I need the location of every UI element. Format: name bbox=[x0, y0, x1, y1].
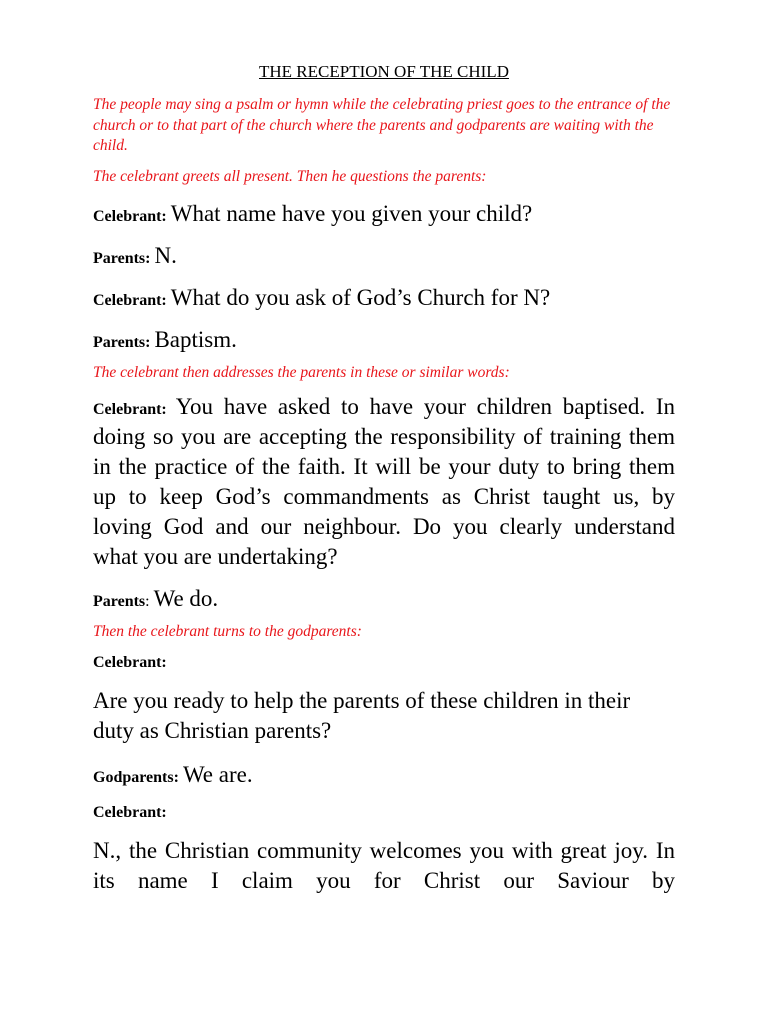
rubric-instruction: The people may sing a psalm or hymn while the celebrating priest goes to the entrance of the church or to that part of the church where the parents and godparents are waiting with the child. bbox=[93, 96, 671, 154]
dialogue-line bbox=[93, 241, 675, 271]
speaker-label: Celebrant: bbox=[93, 292, 167, 309]
dialogue-line bbox=[93, 392, 675, 572]
spoken-text: N., the Christian community welcomes you with great joy. In its name I claim you for Christ our Saviour by bbox=[93, 838, 675, 893]
spoken-text: What do you ask of God’s Church for N? bbox=[170, 285, 551, 310]
dialogue-line bbox=[93, 760, 675, 790]
spoken-text: We do. bbox=[153, 585, 219, 611]
speaker-label: Parents: bbox=[93, 334, 151, 351]
spoken-text: Are you ready to help the parents of these children in their duty as Christian parents? bbox=[93, 688, 631, 743]
spoken-text: N. bbox=[154, 243, 177, 268]
dialogue-line bbox=[93, 199, 675, 229]
spoken-text: Baptism. bbox=[154, 327, 237, 352]
speaker-label: Parents bbox=[93, 592, 146, 610]
spoken-text: You have asked to have your children baptised. In doing so you are accepting the responsibility of training them in the practice of the faith. It will be your duty to bring them up to keep God’s commandments as Christ taught us, by loving God and our neighbour. Do you clearly understand what you are undertaking? bbox=[93, 393, 675, 569]
speaker-label: Celebrant: bbox=[93, 654, 167, 671]
spoken-text: We are. bbox=[182, 762, 253, 787]
rubric-instruction: The celebrant greets all present. Then he questions the parents: bbox=[93, 167, 487, 185]
dialogue-line bbox=[93, 584, 675, 614]
speaker-label: Parents: bbox=[93, 250, 151, 267]
dialogue-line bbox=[93, 325, 675, 355]
speaker-label: Celebrant: bbox=[93, 208, 167, 225]
dialogue-line bbox=[93, 283, 675, 313]
document-page bbox=[93, 58, 675, 908]
page-title: THE RECEPTION OF THE CHILD bbox=[259, 62, 509, 81]
speaker-label: Godparents: bbox=[93, 769, 179, 786]
speaker-label: Celebrant: bbox=[93, 400, 167, 418]
rubric-instruction: The celebrant then addresses the parents in these or similar words: bbox=[93, 364, 510, 381]
rubric-instruction: Then the celebrant turns to the godparents: bbox=[93, 622, 362, 640]
speaker-label: Celebrant: bbox=[93, 804, 167, 821]
spoken-text: What name have you given your child? bbox=[170, 201, 533, 226]
speaker-colon: : bbox=[145, 592, 150, 610]
